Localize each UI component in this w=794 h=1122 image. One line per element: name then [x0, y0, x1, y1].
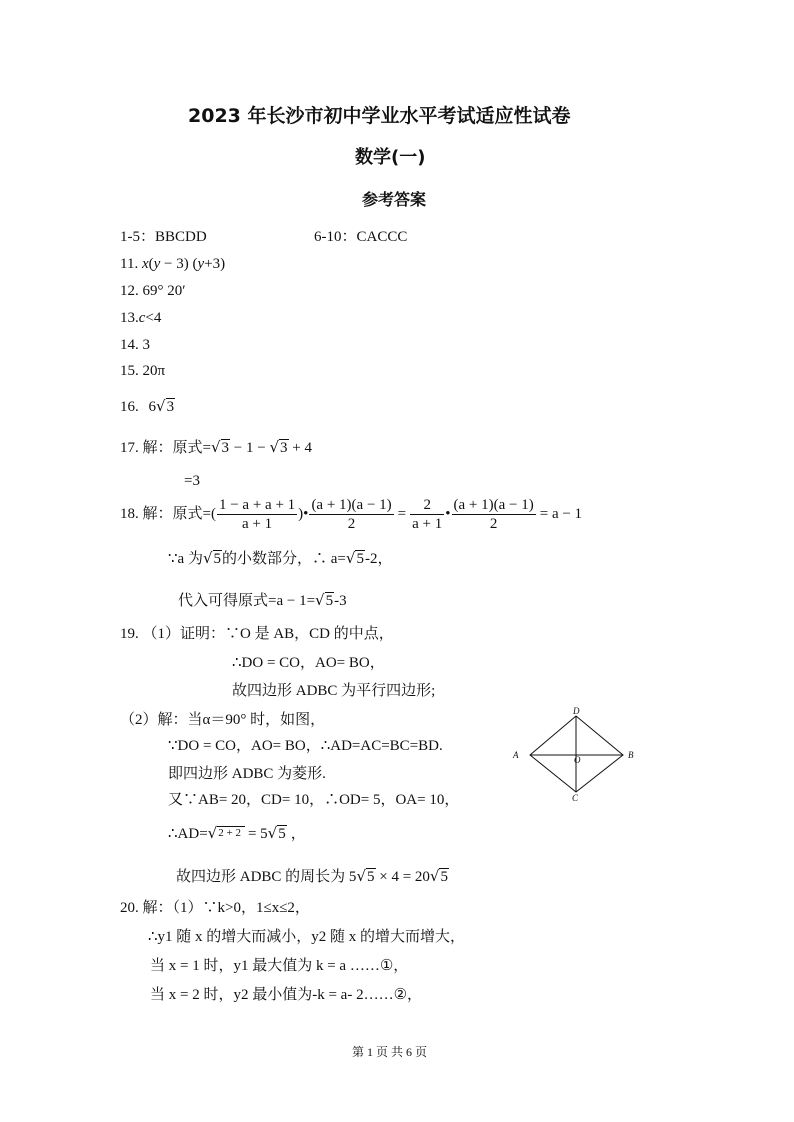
q19-line9: 故四边形 ADBC 的周长为 5√5 × 4 = 20√5	[176, 867, 448, 885]
q19-line3: 故四边形 ADBC 为平行四边形;	[232, 683, 436, 699]
vertex-label-d: D	[573, 706, 580, 716]
answer-11	[120, 254, 225, 274]
answer-16: 16. 6√3	[120, 397, 175, 415]
q19-line8: ∴AD=√$^{2 + 2}$ = 5√5 ，	[168, 824, 306, 842]
fraction-1: $\frac{1 - a + a + 1}{a + 1}$	[218, 497, 296, 533]
q20-line1: 20. 解：（1）∵k>0，1≤x≤2，	[120, 900, 310, 916]
answer-12: 12. 69° 20′	[120, 283, 186, 299]
section-title: 参考答案	[362, 190, 427, 209]
answer-11-num: 11.	[120, 256, 139, 272]
vertex-label-b: B	[628, 750, 634, 760]
rhombus-figure	[508, 706, 640, 802]
fraction-2: $\frac{(a + 1)(a - 1)}{2}$	[311, 497, 392, 533]
answer-14: 14. 3	[120, 337, 150, 353]
q17-result: =3	[184, 473, 200, 489]
q19-line5: ∵DO = CO，AO= BO，∴AD=AC=BC=BD.	[168, 738, 443, 754]
q18-line1: 18. 解：原式=( $\frac{1 - a + a + 1}{a + 1}$ )• $\frac{(a + 1)(a - 1)}{2}$ = $\frac{2}{a + 1}$ • $\frac{(a + 1)(a - 1)}{2}$ = a − 1	[120, 497, 583, 533]
q20-line3: 当 x = 1 时，y1 最大值为 k = a ……①，	[150, 958, 409, 974]
q19-line4: （2）解：当α＝90° 时，如图，	[120, 712, 326, 728]
q19-line7: 又∵AB= 20，CD= 10，∴OD= 5，OA= 10，	[168, 792, 460, 808]
q20-line2: ∴y1 随 x 的增大而减小，y2 随 x 的增大而增大，	[148, 929, 466, 945]
vertex-label-o: O	[574, 755, 581, 765]
sqrt-3: √3	[156, 397, 175, 415]
answer-15: 15. 20π	[120, 363, 166, 379]
answers-1-5: 1-5：BBCDD	[120, 229, 207, 245]
q19-line6: 即四边形 ADBC 为菱形.	[168, 766, 326, 782]
page-title: 2023 年长沙市初中学业水平考试适应性试卷	[188, 105, 571, 127]
q20-line4: 当 x = 2 时，y2 最小值为-k = a- 2……②，	[150, 987, 423, 1003]
q19-line1: 19. （1）证明：∵O 是 AB，CD 的中点，	[120, 626, 394, 642]
page-subtitle: 数学(一)	[355, 147, 426, 168]
answer-11-expr: x(y − 3) (y+3)	[141, 256, 226, 272]
answer-13: 13.c<4	[120, 310, 162, 326]
vertex-label-c: C	[572, 793, 579, 802]
vertex-label-a: A	[513, 750, 519, 760]
q18-line3: 代入可得原式=a − 1=√5-3	[178, 591, 347, 609]
fraction-3: $\frac{2}{a + 1}$	[412, 497, 443, 533]
fraction-4: $\frac{(a + 1)(a - 1)}{2}$	[453, 497, 534, 533]
q17-line1: 17. 解：原式=√3 − 1 − √3 + 4	[120, 438, 312, 456]
q19-line2: ∴DO = CO，AO= BO，	[232, 655, 385, 671]
q18-line2: ∵a 为√5的小数部分，∴ a=√5-2，	[168, 549, 393, 567]
answers-6-10: 6-10：CACCC	[314, 229, 408, 245]
page-footer: 第 1 页 共 6 页	[352, 1045, 428, 1059]
